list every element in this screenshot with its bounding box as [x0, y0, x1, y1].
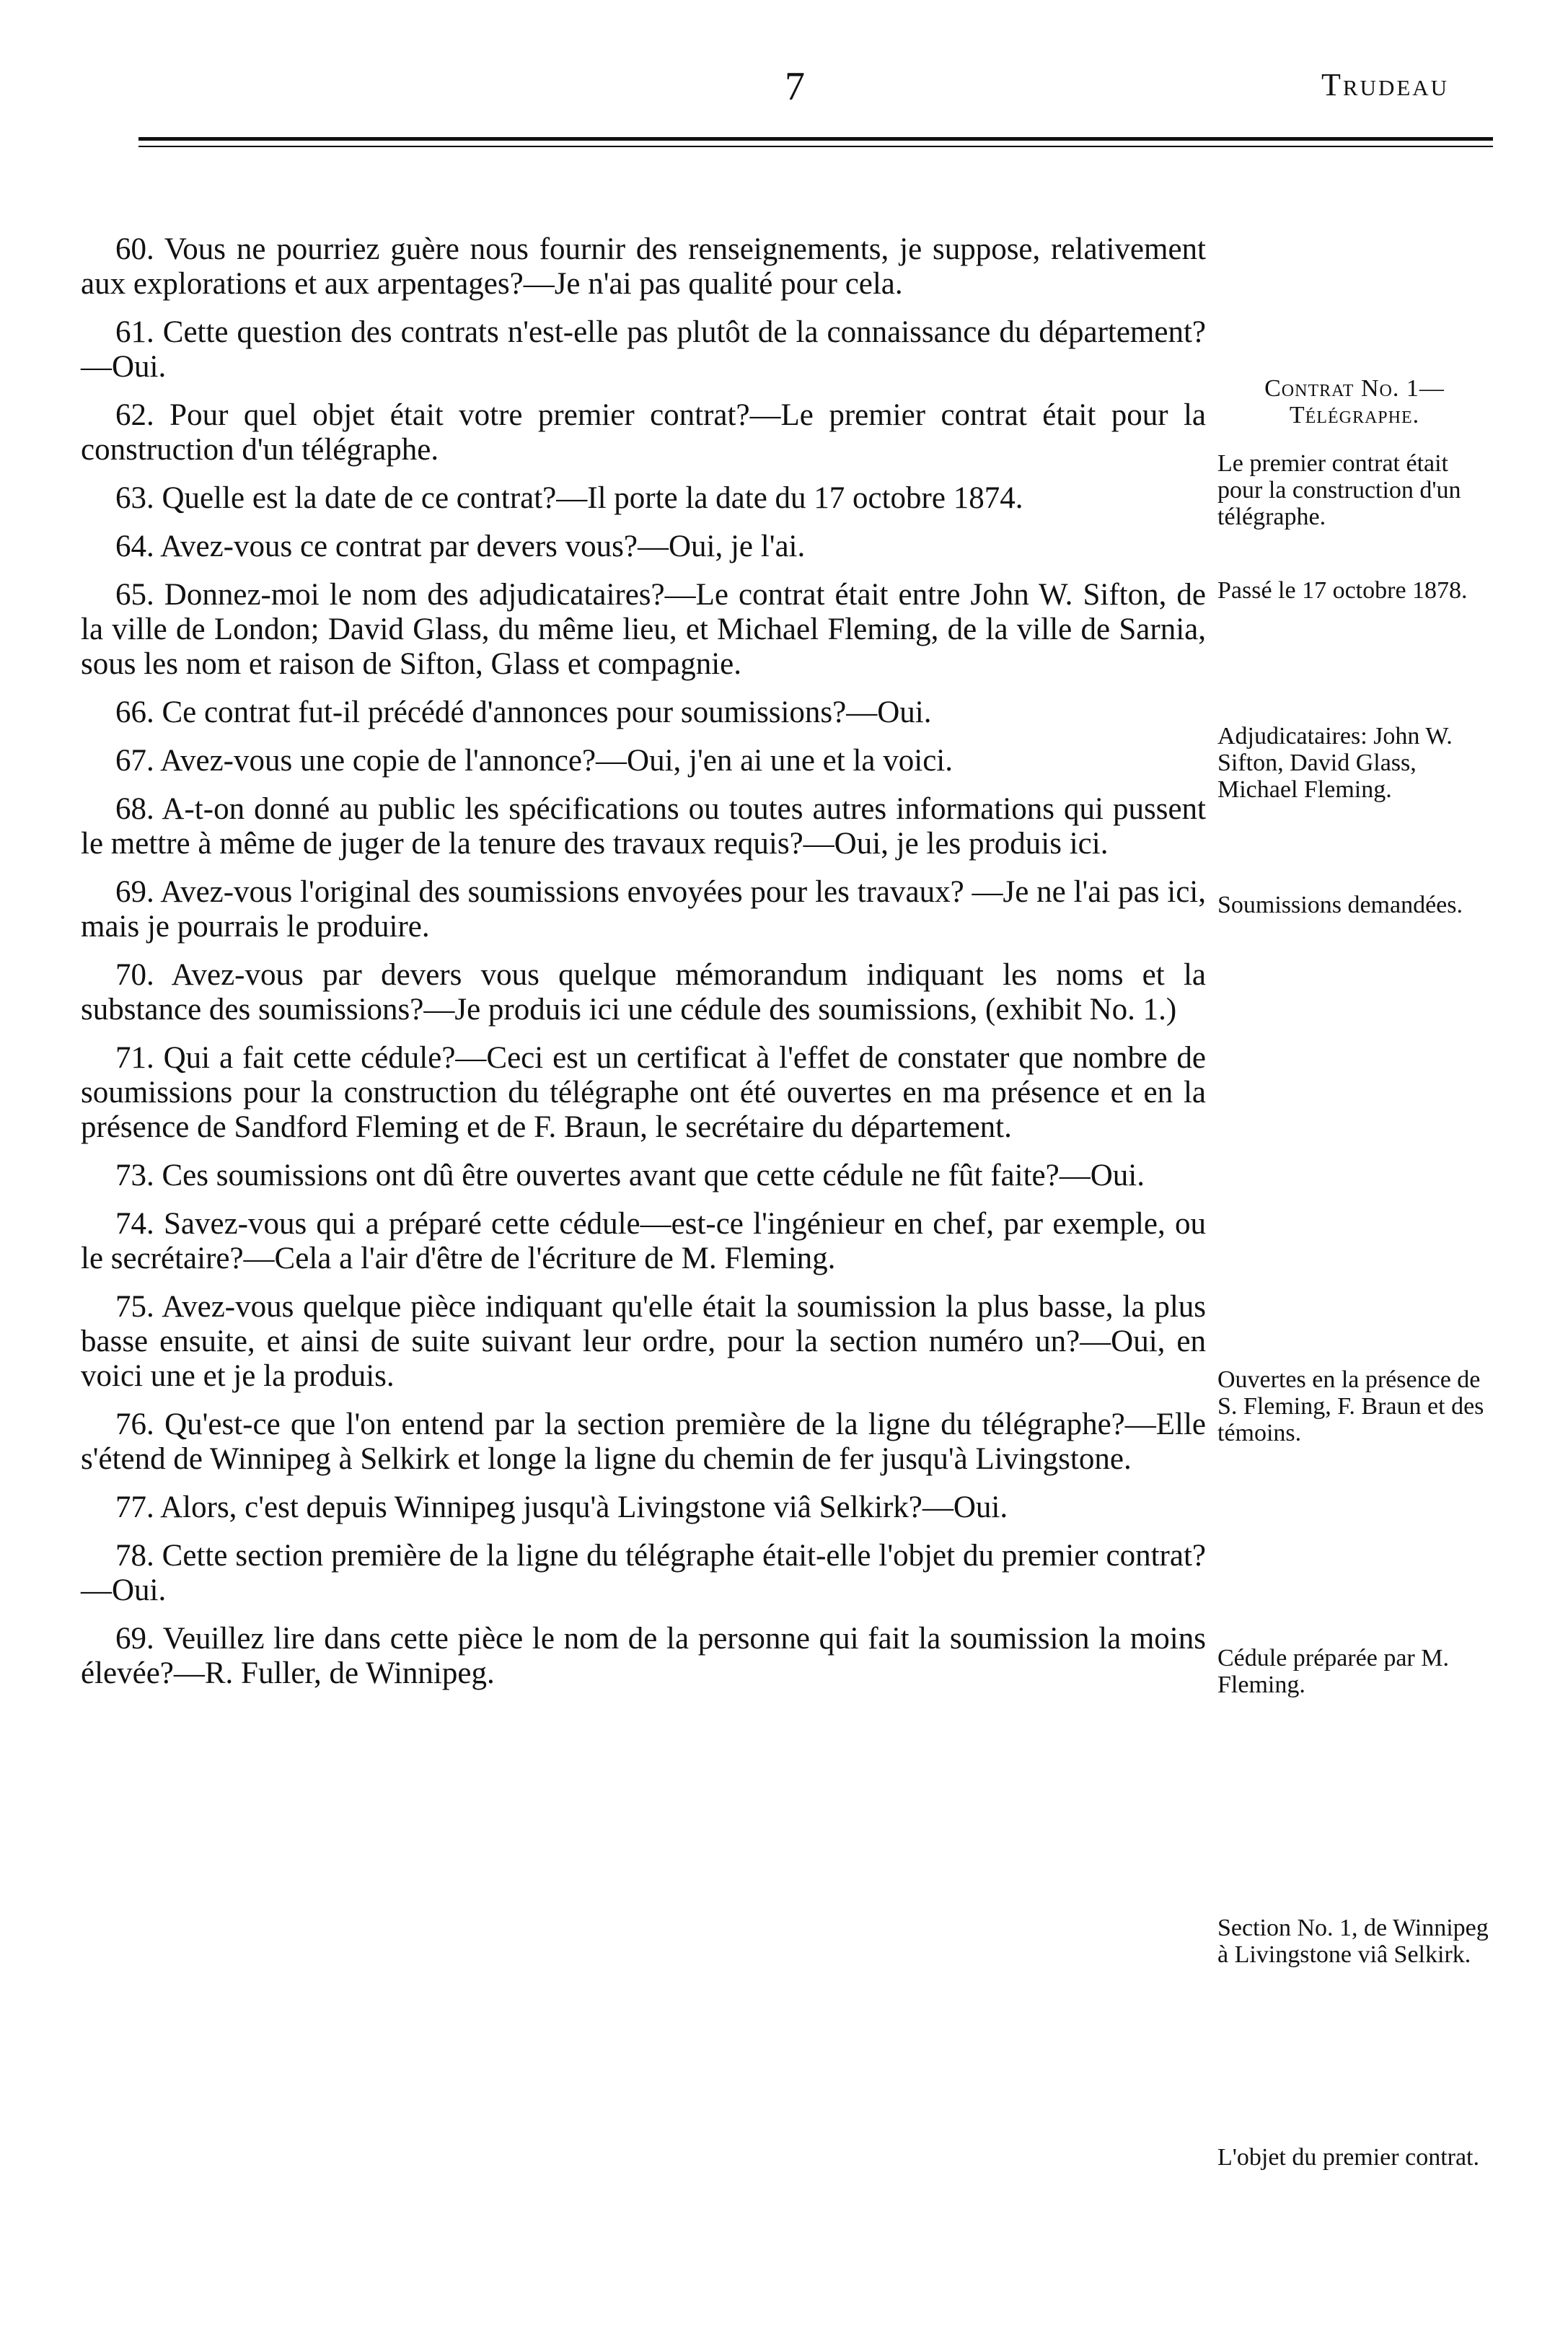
- paragraph-68: 68. A-t-on donné au public les spécifications ou toutes autres informations qui pussent le mettre à même de juger de la tenure des travaux requis?—Oui, je les produis ici.: [81, 792, 1206, 861]
- paragraph-60: 60. Vous ne pourriez guère nous fournir des renseignements, je suppose, relativement aux explorations et aux arpentages?—Je n'ai pas qualité pour cela.: [81, 232, 1206, 301]
- telegraphe-heading: Télégraphe.: [1289, 402, 1420, 429]
- paragraph-62: 62. Pour quel objet était votre premier contrat?—Le premier contrat était pour la construction d'un télégraphe.: [81, 398, 1206, 467]
- paragraph-66: 66. Ce contrat fut-il précédé d'annonces pour soumissions?—Oui.: [115, 695, 932, 729]
- margin-note-cedule-preparee: Cédule préparée par M. Fleming.: [1217, 1645, 1449, 1698]
- paragraph-61: 61. Cette question des contrats n'est-elle pas plutôt de la connaissance du département?—Oui.: [81, 315, 1206, 384]
- margin-note-ouvertes: Ouvertes en la présence de S. Fleming, F. Braun et des témoins.: [1217, 1366, 1484, 1446]
- body-text: [81, 232, 1206, 1705]
- margin-note-premier-contrat: Le premier contrat était pour la construction d'un télégraphe.: [1217, 450, 1461, 530]
- contrat-heading: Contrat No. 1—: [1264, 375, 1445, 402]
- paragraph-70: 70. Avez-vous par devers vous quelque mémorandum indiquant les noms et la substance des soumissions?—Je produis ici une cédule des soumissions, (exhibit No. 1.): [81, 958, 1206, 1027]
- header-rule-thin: [138, 146, 1493, 147]
- paragraph-65: 65. Donnez-moi le nom des adjudicataires?—Le contrat était entre John W. Sifton, de la ville de London; David Glass, du même lieu, et Michael Fleming, de la ville de Sarnia, sous les nom et raison de Sifton, Glass et compagnie.: [81, 578, 1206, 681]
- paragraph-76: 76. Qu'est-ce que l'on entend par la section première de la ligne du télégraphe?—Elle s'étend de Winnipeg à Selkirk et longe la ligne du chemin de fer jusqu'à Livingstone.: [81, 1407, 1206, 1476]
- page-header: [0, 63, 1568, 107]
- paragraph-67: 67. Avez-vous une copie de l'annonce?—Oui, j'en ai une et la voici.: [115, 744, 953, 778]
- margin-note-contrat-heading: [1217, 375, 1492, 429]
- margin-note-objet-premier: L'objet du premier contrat.: [1217, 2144, 1479, 2171]
- header-rule-thick: [138, 137, 1493, 141]
- paragraph-63: 63. Quelle est la date de ce contrat?—Il porte la date du 17 octobre 1874.: [115, 481, 1023, 515]
- margin-note-soumissions-demandees: Soumissions demandées.: [1217, 892, 1463, 918]
- paragraph-73: 73. Ces soumissions ont dû être ouvertes avant que cette cédule ne fût faite?—Oui.: [115, 1159, 1145, 1192]
- page-number: 7: [785, 64, 805, 109]
- paragraph-69: 69. Avez-vous l'original des soumissions envoyées pour les travaux? —Je ne l'ai pas ici, mais je pourrais le produire.: [81, 875, 1206, 944]
- paragraph-74: 74. Savez-vous qui a préparé cette cédule—est-ce l'ingénieur en chef, par exemple, ou le secrétaire?—Cela a l'air d'être de l'écriture de M. Fleming.: [81, 1207, 1206, 1275]
- margin-note-passe-le: Passé le 17 octobre 1878.: [1217, 577, 1468, 604]
- running-head: Trudeau: [1321, 67, 1450, 102]
- paragraph-77: 77. Alors, c'est depuis Winnipeg jusqu'à Livingstone viâ Selkirk?—Oui.: [115, 1490, 1008, 1524]
- paragraph-71: 71. Qui a fait cette cédule?—Ceci est un certificat à l'effet de constater que nombre de soumissions pour la construction du télégraphe ont été ouvertes en ma présence et en la présence de Sandford Fleming et de F. Braun, le secrétaire du département.: [81, 1041, 1206, 1144]
- paragraph-69b: 69. Veuillez lire dans cette pièce le nom de la personne qui fait la soumission la moins élevée?—R. Fuller, de Winnipeg.: [81, 1622, 1206, 1690]
- margin-note-adjudicataires: Adjudicataires: John W. Sifton, David Glass, Michael Fleming.: [1217, 723, 1453, 803]
- margin-note-section-no1: Section No. 1, de Winnipeg à Livingstone viâ Selkirk.: [1217, 1915, 1489, 1968]
- paragraph-75: 75. Avez-vous quelque pièce indiquant qu'elle était la soumission la plus basse, la plus basse ensuite, et ainsi de suite suivant leur ordre, pour la section numéro un?—Oui, en voici une et je la produis.: [81, 1290, 1206, 1393]
- paragraph-64: 64. Avez-vous ce contrat par devers vous?—Oui, je l'ai.: [115, 530, 806, 563]
- paragraph-78: 78. Cette section première de la ligne du télégraphe était-elle l'objet du premier contrat?—Oui.: [81, 1539, 1206, 1607]
